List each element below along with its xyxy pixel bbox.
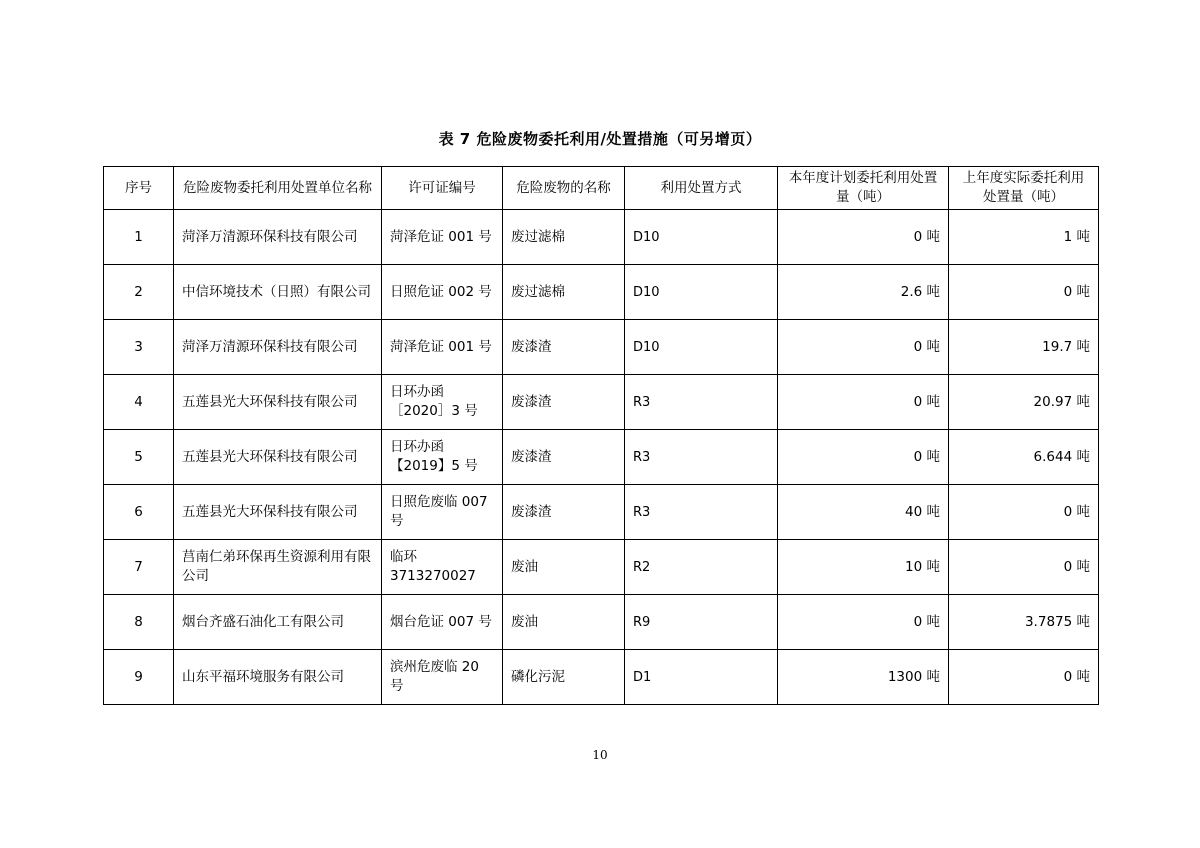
cell-seq: 3 (104, 320, 174, 375)
cell-seq: 7 (104, 540, 174, 595)
cell-plan-amount: 0 吨 (778, 430, 949, 485)
cell-last-amount: 0 吨 (949, 540, 1099, 595)
cell-seq: 1 (104, 210, 174, 265)
cell-permit: 日照危废临 007 号 (382, 485, 503, 540)
cell-unit: 五莲县光大环保科技有限公司 (174, 485, 382, 540)
cell-waste-name: 废过滤棉 (503, 265, 625, 320)
cell-plan-amount: 0 吨 (778, 210, 949, 265)
cell-unit: 五莲县光大环保科技有限公司 (174, 375, 382, 430)
header-waste-name: 危险废物的名称 (503, 167, 625, 210)
cell-waste-name: 废漆渣 (503, 485, 625, 540)
cell-waste-name: 废过滤棉 (503, 210, 625, 265)
cell-seq: 9 (104, 650, 174, 705)
cell-last-amount: 19.7 吨 (949, 320, 1099, 375)
cell-last-amount: 0 吨 (949, 485, 1099, 540)
cell-seq: 8 (104, 595, 174, 650)
cell-unit: 烟台齐盛石油化工有限公司 (174, 595, 382, 650)
header-last-amount: 上年度实际委托利用处置量（吨） (949, 167, 1099, 210)
cell-unit: 中信环境技术（日照）有限公司 (174, 265, 382, 320)
cell-waste-name: 废漆渣 (503, 375, 625, 430)
cell-last-amount: 0 吨 (949, 265, 1099, 320)
cell-unit: 五莲县光大环保科技有限公司 (174, 430, 382, 485)
table-row (104, 265, 1099, 320)
cell-method: D10 (625, 265, 778, 320)
cell-plan-amount: 40 吨 (778, 485, 949, 540)
header-plan-amount: 本年度计划委托利用处置量（吨） (778, 167, 949, 210)
cell-last-amount: 6.644 吨 (949, 430, 1099, 485)
cell-permit: 菏泽危证 001 号 (382, 320, 503, 375)
header-permit: 许可证编号 (382, 167, 503, 210)
cell-method: R3 (625, 485, 778, 540)
cell-waste-name: 废漆渣 (503, 320, 625, 375)
cell-seq: 5 (104, 430, 174, 485)
cell-unit: 菏泽万清源环保科技有限公司 (174, 320, 382, 375)
table-row (104, 485, 1099, 540)
cell-last-amount: 0 吨 (949, 650, 1099, 705)
table-header-row (104, 167, 1099, 210)
cell-method: R3 (625, 430, 778, 485)
table-row (104, 375, 1099, 430)
table-title: 表 7 危险废物委托利用/处置措施（可另增页） (438, 130, 762, 148)
table-row (104, 430, 1099, 485)
cell-permit: 日环办函【2019】5 号 (382, 430, 503, 485)
cell-method: D10 (625, 320, 778, 375)
table-row (104, 210, 1099, 265)
cell-plan-amount: 1300 吨 (778, 650, 949, 705)
cell-permit: 滨州危废临 20 号 (382, 650, 503, 705)
cell-last-amount: 20.97 吨 (949, 375, 1099, 430)
cell-waste-name: 磷化污泥 (503, 650, 625, 705)
cell-plan-amount: 0 吨 (778, 320, 949, 375)
cell-unit: 菏泽万清源环保科技有限公司 (174, 210, 382, 265)
cell-last-amount: 3.7875 吨 (949, 595, 1099, 650)
cell-waste-name: 废油 (503, 540, 625, 595)
cell-seq: 4 (104, 375, 174, 430)
cell-last-amount: 1 吨 (949, 210, 1099, 265)
cell-plan-amount: 2.6 吨 (778, 265, 949, 320)
cell-method: R3 (625, 375, 778, 430)
cell-waste-name: 废漆渣 (503, 430, 625, 485)
cell-plan-amount: 0 吨 (778, 595, 949, 650)
header-method: 利用处置方式 (625, 167, 778, 210)
table-row (104, 320, 1099, 375)
cell-plan-amount: 0 吨 (778, 375, 949, 430)
cell-method: R9 (625, 595, 778, 650)
cell-unit: 山东平福环境服务有限公司 (174, 650, 382, 705)
table-row (104, 595, 1099, 650)
cell-waste-name: 废油 (503, 595, 625, 650)
cell-permit: 临环 3713270027 (382, 540, 503, 595)
cell-permit: 日照危证 002 号 (382, 265, 503, 320)
cell-permit: 菏泽危证 001 号 (382, 210, 503, 265)
cell-plan-amount: 10 吨 (778, 540, 949, 595)
page-number: 10 (592, 748, 608, 762)
hazardous-waste-table (103, 166, 1099, 705)
header-seq: 序号 (104, 167, 174, 210)
cell-unit: 莒南仁弟环保再生资源利用有限公司 (174, 540, 382, 595)
cell-method: D1 (625, 650, 778, 705)
cell-permit: 日环办函［2020］3 号 (382, 375, 503, 430)
cell-permit: 烟台危证 007 号 (382, 595, 503, 650)
header-unit: 危险废物委托利用处置单位名称 (174, 167, 382, 210)
cell-seq: 2 (104, 265, 174, 320)
cell-method: R2 (625, 540, 778, 595)
cell-method: D10 (625, 210, 778, 265)
table-row (104, 540, 1099, 595)
cell-seq: 6 (104, 485, 174, 540)
table-row (104, 650, 1099, 705)
